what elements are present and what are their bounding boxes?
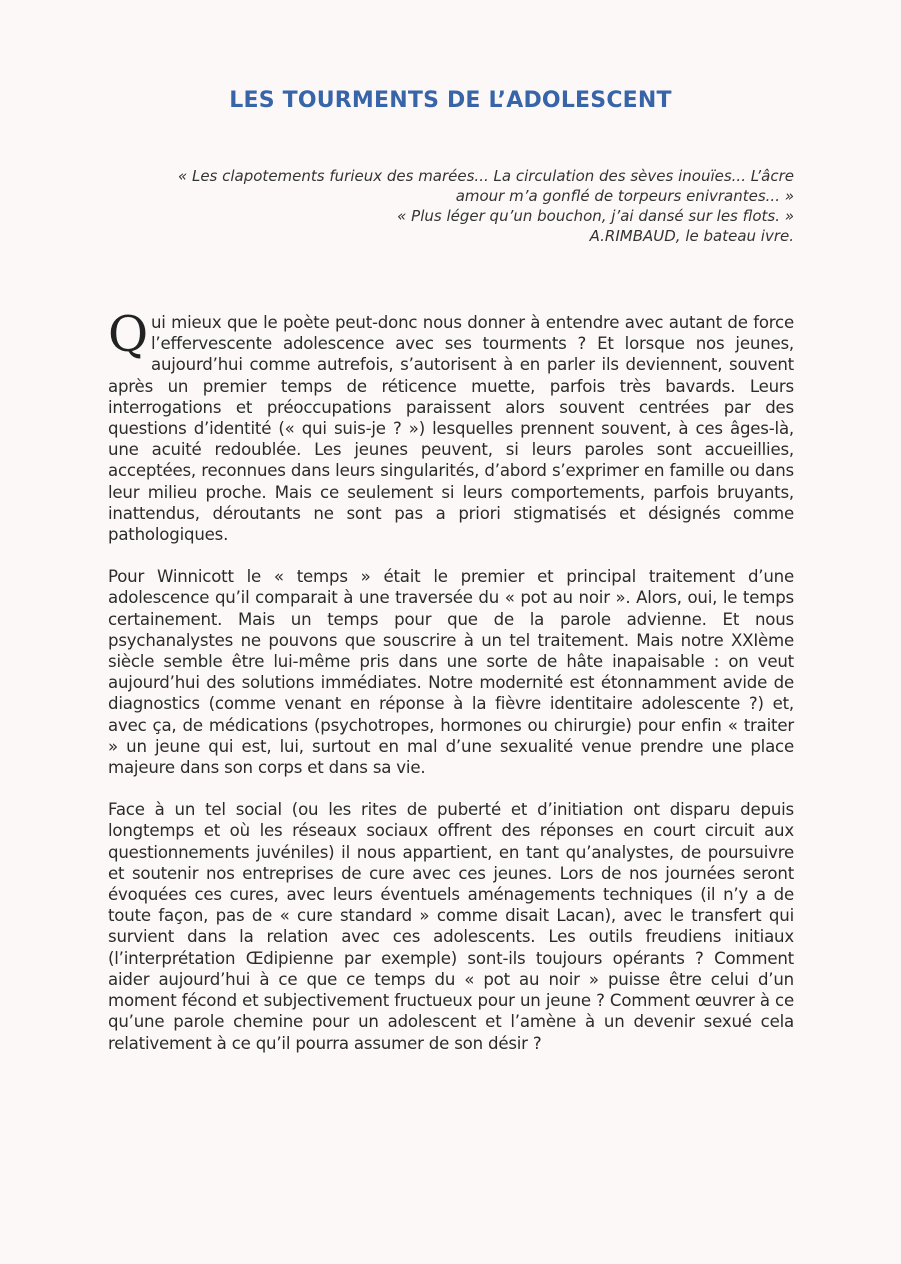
- paragraph: Face à un tel social (ou les rites de puberté et d’initiation ont disparu depuis longtemps et où les réseaux sociaux offrent des réponses en court circuit aux questionnements juvéniles) il nous appartient, en tant qu’analystes, de poursuivre et soutenir nos entreprises de cure avec ces jeunes. Lors de nos journées seront évoquées ces cures, avec leurs éventuels aménagements techniques (il n’y a de toute façon, pas de « cure standard » comme disait Lacan), avec le transfert qui survient dans la relation avec ces adolescents. Les outils freudiens initiaux (l’interprétation Œdipienne par exemple) sont-ils toujours opérants ? Comment aider aujourd’hui à ce que ce temps du « pot au noir » puisse être celui d’un moment fécond et subjectivement fructueux pour un jeune ? Comment œuvrer à ce qu’une parole chemine pour un adolescent et l’amène à un devenir sexué cela relativement à ce qu’il pourra assumer de son désir ?: [108, 800, 794, 1053]
- epigraph-line: « Plus léger qu’un bouchon, j’ai dansé sur les flots. »: [397, 207, 794, 225]
- epigraph-attribution: A.RIMBAUD, le bateau ivre.: [589, 227, 794, 245]
- paragraph-text: ui mieux que le poète peut-donc nous donner à entendre avec autant de force l’effervescente adolescence avec ses tourments ? Et lorsque nos jeunes, aujourd’hui comme autrefois, s’autorisent à en parler ils deviennent, souvent après un premier temps de réticence muette, parfois très bavards. Leurs interrogations et préoccupations paraissent alors souvent centrées par des questions d’identité (« qui suis-je ? ») lesquelles prennent souvent, à ces âges-là, une acuité redoublée. Les jeunes peuvent, si leurs paroles sont accueillies, acceptées, reconnues dans leurs singularités, d’abord s’exprimer en famille ou dans leur milieu proche. Mais ce seulement si leurs comportements, parfois bruyants, inattendus, déroutants ne sont pas a priori stigmatisés et désignés comme pathologiques.: [108, 313, 794, 545]
- page-title: LES TOURMENTS DE L’ADOLESCENT: [229, 88, 672, 113]
- paragraph: [108, 306, 794, 545]
- body-text: [108, 306, 794, 1075]
- epigraph-line: « Les clapotements furieux des marées... La circulation des sèves inouïes... L’âcre: [177, 167, 794, 185]
- epigraph-line: amour m’a gonflé de torpeurs enivrantes... »: [455, 187, 794, 205]
- paragraph: Pour Winnicott le « temps » était le premier et principal traitement d’une adolescence qu’il comparait à une traversée du « pot au noir ». Alors, oui, le temps certainement. Mais un temps pour que de la parole advienne. Et nous psychanalystes ne pouvons que souscrire à un tel traitement. Mais notre XXIème siècle semble être lui-même pris dans une sorte de hâte inapaisable : on veut aujourd’hui des solutions immédiates. Notre modernité est étonnamment avide de diagnostics (comme venant en réponse à la fièvre identitaire adolescente ?) et, avec ça, de médications (psychotropes, hormones ou chirurgie) pour enfin « traiter » un jeune qui est, lui, surtout en mal d’une sexualité venue prendre une place majeure dans son corps et dans sa vie.: [108, 567, 794, 778]
- epigraph: [108, 166, 794, 246]
- drop-cap: Q: [108, 306, 148, 363]
